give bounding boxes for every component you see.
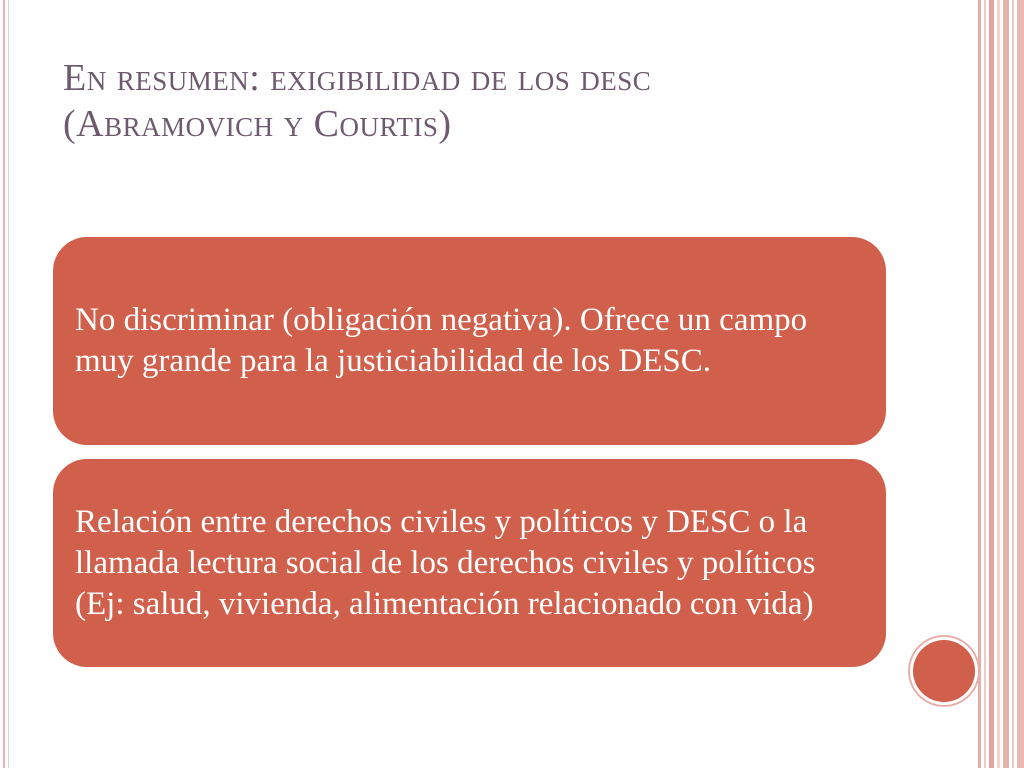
right-border-stripe <box>978 0 981 768</box>
left-border-line-thin <box>8 0 9 768</box>
content-box-text: No discriminar (obligación negativa). Ofrece un campo muy grande para la justiciabilidad de los DESC. <box>75 302 808 379</box>
right-border-stripe <box>1012 0 1014 768</box>
slide-title-line-1: En resumen: exigibilidad de los desc <box>63 57 652 99</box>
right-border-stripe <box>997 0 1000 768</box>
content-box-no-discriminar <box>53 237 886 445</box>
right-border-stripe <box>1003 0 1009 768</box>
decorative-circle <box>913 640 975 702</box>
right-border-stripe <box>1017 0 1024 768</box>
slide-title-line-2: (Abramovich y Courtis) <box>63 103 452 145</box>
right-border-stripe <box>984 0 986 768</box>
right-border-stripe <box>989 0 994 768</box>
content-box-text: Relación entre derechos civiles y políticos y DESC o la llamada lectura social de los derechos civiles y políticos (Ej: salud, vivienda, alimentación relacionado con vida) <box>75 503 816 622</box>
content-box-relacion-derechos <box>53 459 886 667</box>
left-border-line <box>3 0 5 768</box>
slide-title <box>63 55 943 147</box>
